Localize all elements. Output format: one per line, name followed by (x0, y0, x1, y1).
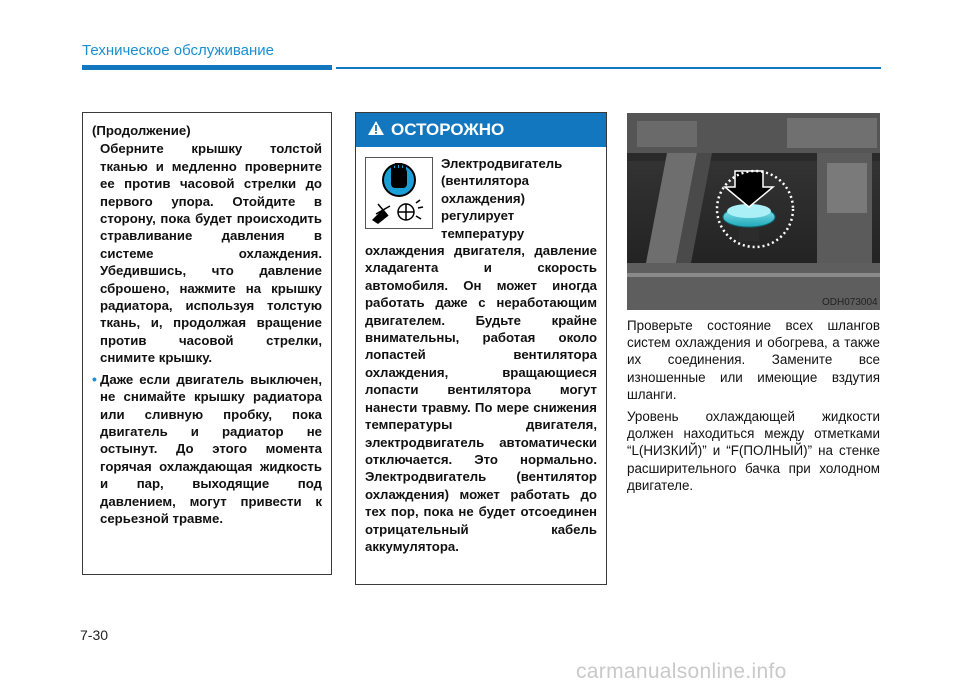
body-text (627, 317, 880, 499)
warning-triangle-icon (367, 120, 385, 141)
header-rule-thin (336, 67, 881, 69)
bullet-dot: • (92, 370, 97, 387)
figure-code: ODH073004 (822, 297, 878, 308)
warning-title: ОСТОРОЖНО (391, 120, 505, 139)
warning-text: Электродвигатель (вентилятора охлаждения) регулирует температуру охлаждения двигателя, давление хладагента и скорость автомобиля. Он может иногда работать даже с неработающим двигателем. Будьте крайне внимательны, работая около лопастей вентилятора охлаждения, вращающиеся лопасти вентилятора могут нанести травму. По мере снижения температуры двигателя, электродвигатель автоматически отключается. Это нормально. Электродвигатель (вентилятор охлаждения) может работать до тех пор, пока не будет отсоединен отрицательный кабель аккумулятора. (365, 156, 597, 554)
body-paragraph: Уровень охлаждающей жидкости должен находиться между отметками “L(НИЗКИЙ)” и “F(ПОЛНЫЙ)” на стенке расширительного бачка при холодном двигателе. (627, 409, 880, 493)
watermark: carmanualsonline.info (576, 660, 787, 683)
continuation-box (82, 112, 332, 575)
warning-header (356, 113, 606, 147)
hand-stop-fan-warning-icon (365, 157, 433, 229)
warning-box (355, 112, 607, 585)
section-title: Техническое обслуживание (82, 42, 274, 59)
bullet-item (92, 371, 322, 528)
continuation-heading: (Продолжение) (92, 123, 191, 138)
continuation-paragraph: Оберните крышку толстой тканью и медленно проверните ее против часовой стрелки до первого упора. Отойдите в сторону, пока будет происходить стравливание давления в системе охлаждения. Убедившись, что давление сброшено, нажмите на крышку радиатора, используя толстую ткань, и, продолжая вращение против часовой стрелки, снимите крышку. (100, 141, 322, 366)
warning-body (356, 147, 606, 555)
header-rule (82, 65, 332, 70)
body-paragraph: Проверьте состояние всех шлангов систем охлаждения и обогрева, а также их соединения. Замените все изношенные или имеющие вздутия шланги. (627, 318, 880, 402)
engine-coolant-reservoir-photo (627, 113, 880, 310)
page-number: 7-30 (80, 627, 109, 643)
bullet-text: Даже если двигатель выключен, не снимайте крышку радиатора или сливную пробку, пока двигатель и радиатор не остынут. До этого момента горячая охлаждающая жидкость и пар, выходящие под давлением, могут привести к серьезной травме. (100, 371, 322, 526)
